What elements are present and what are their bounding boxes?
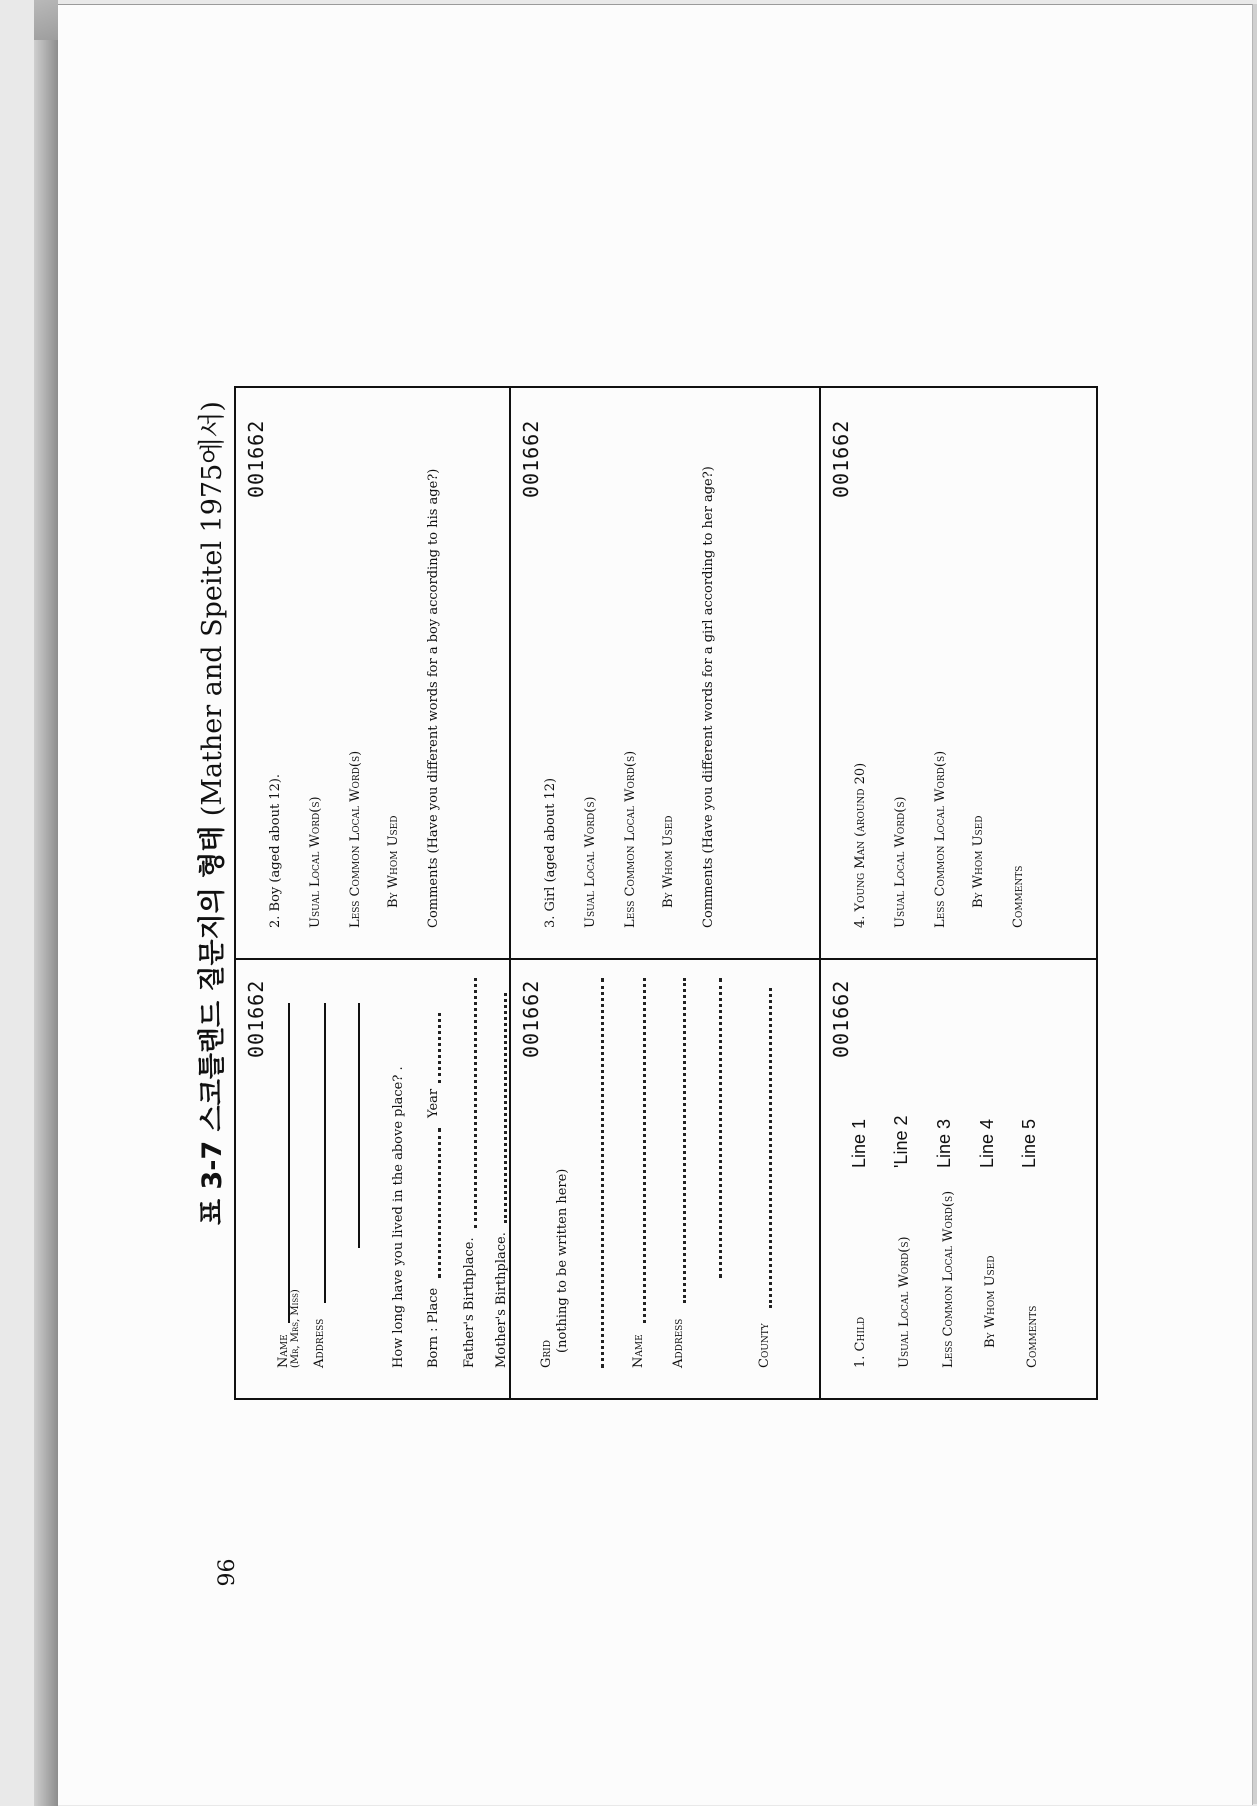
young-man-usual-label: Usual Local Word(s) [893, 796, 908, 928]
grid-address-line [683, 978, 686, 1303]
card-informant [236, 958, 511, 1398]
serial-number: 001662 [829, 979, 853, 1058]
name-line [288, 1003, 290, 1323]
page-edge [1253, 4, 1257, 1804]
year-line [438, 1013, 441, 1083]
book-spine [34, 0, 58, 1806]
card-girl [511, 388, 821, 958]
grid-address-line-2 [719, 978, 722, 1278]
figure-title [190, 401, 229, 1225]
serial-number: 001662 [519, 419, 543, 498]
card-grid [511, 958, 821, 1398]
girl-usual-label: Usual Local Word(s) [583, 796, 598, 928]
girl-comments-label: Comments (Have you different words for a girl according to her age?) [701, 466, 716, 928]
child-title: 1. Child [853, 1316, 868, 1368]
page-number: 96 [211, 1558, 237, 1587]
born-place-label: Born : Place [426, 1287, 441, 1368]
mother-birthplace-line [504, 993, 507, 1223]
grid-county-line [769, 988, 772, 1308]
name-label: Name [276, 1334, 291, 1368]
young-man-by-whom-label: By Whom Used [971, 815, 986, 908]
girl-by-whom-label: By Whom Used [661, 815, 676, 908]
card-young-man [821, 388, 1096, 958]
line-3-label: Line 3 [934, 1118, 954, 1168]
line-4-label: Line 4 [977, 1118, 997, 1168]
grid-name-line [643, 978, 646, 1323]
card-child [821, 958, 1096, 1398]
figure-title-source: (Mather and Speitel 1975에서) [197, 401, 228, 817]
address-label: Address [312, 1318, 327, 1368]
young-man-less-common-label: Less Common Local Word(s) [933, 750, 948, 928]
boy-title: 2. Boy (aged about 12). [268, 773, 283, 928]
boy-less-common-label: Less Common Local Word(s) [348, 750, 363, 928]
grid-line [601, 978, 604, 1368]
grid-note: (nothing to be written here) [555, 1168, 570, 1353]
child-less-common-label: Less Common Local Word(s) [941, 1190, 956, 1368]
grid-county-label: County [757, 1323, 772, 1368]
how-long-label: How long have you lived in the above place? . [391, 1066, 406, 1368]
young-man-title: 4. Young Man (around 20) [853, 762, 868, 928]
born-place-line [438, 1128, 441, 1278]
father-birthplace-label: Father's Birthplace. [462, 1237, 477, 1368]
line-2-label: 'Line 2 [891, 1115, 911, 1168]
rotated-figure [190, 380, 1090, 1400]
young-man-comments-label: Comments [1011, 865, 1026, 928]
figure-title-korean: 표 3-7 스코틀랜드 질문지의 형태 [197, 825, 228, 1225]
child-by-whom-label: By Whom Used [983, 1255, 998, 1348]
line-1-label: Line 1 [849, 1118, 869, 1168]
serial-number: 001662 [829, 419, 853, 498]
questionnaire-frame [234, 386, 1098, 1400]
grid-name-label: Name [631, 1334, 646, 1368]
name-sub-label: (Mr, Mrs, Miss) [290, 1289, 301, 1368]
address-line [324, 1003, 326, 1303]
child-usual-label: Usual Local Word(s) [897, 1236, 912, 1368]
year-label: Year [426, 1088, 441, 1118]
girl-less-common-label: Less Common Local Word(s) [623, 750, 638, 928]
grid-address-label: Address [671, 1318, 686, 1368]
child-comments-label: Comments [1025, 1305, 1040, 1368]
boy-usual-label: Usual Local Word(s) [308, 796, 323, 928]
book-corner [34, 0, 58, 40]
card-boy [236, 388, 511, 958]
serial-number: 001662 [244, 979, 268, 1058]
girl-title: 3. Girl (aged about 12) [543, 777, 558, 928]
address-line-2 [358, 1003, 360, 1248]
grid-label: Grid [539, 1340, 554, 1368]
line-5-label: Line 5 [1019, 1118, 1039, 1168]
boy-by-whom-label: By Whom Used [386, 815, 401, 908]
mother-birthplace-label: Mother's Birthplace. [494, 1232, 509, 1368]
father-birthplace-line [474, 978, 477, 1228]
serial-number: 001662 [244, 419, 268, 498]
boy-comments-label: Comments (Have you different words for a boy according to his age?) [426, 468, 441, 928]
serial-number: 001662 [519, 979, 543, 1058]
